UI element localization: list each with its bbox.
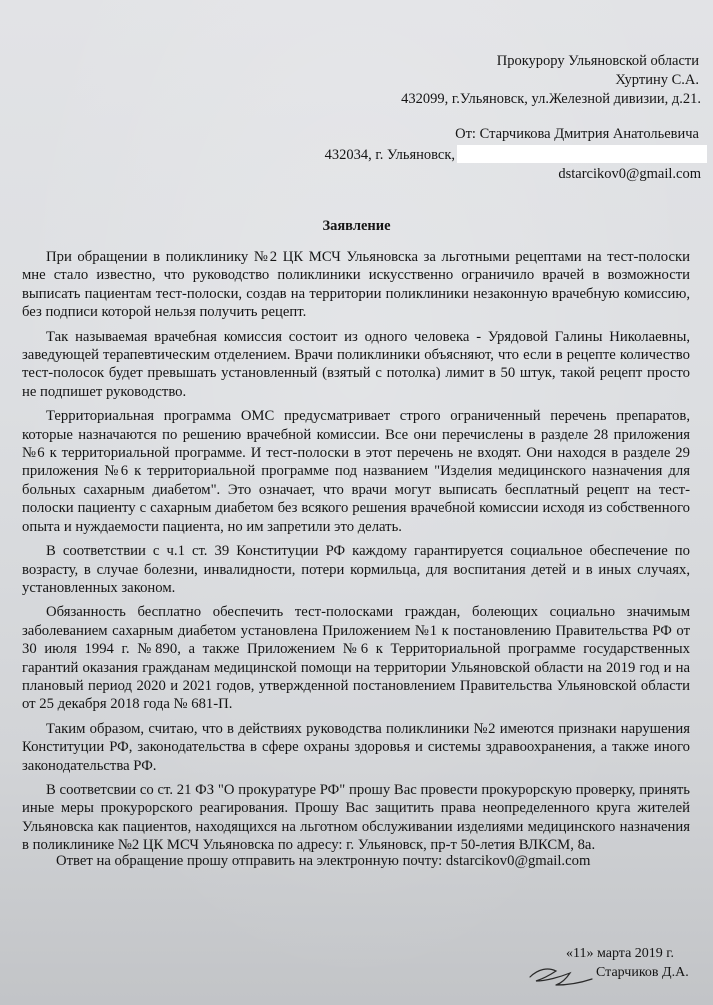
paragraph: Обязанность бесплатно обеспечить тест-полосками граждан, болеющих социально значимым заболеванием сахарным диабетом установлена Приложением №1 к постановлению Правительства РФ от 30 июля 1994 г. №890, а также Приложением №6 к Территориальной программе государственных гарантий оказания гражданам медицинской помощи на территории Ульяновской области на 2019 год и на плановый период 2020 и 2021 годов, утвержденной постановлением Правительства Ульяновской области от 25 декабря 2018 года № 681-П. [22,604,690,713]
sender-address-line [325,145,707,164]
paragraph: Таким образом, считаю, что в действиях руководства поликлиники №2 имеются признаки нарушения Конституции РФ, законодательства в сфере охраны здоровья и системы здравоохранения, а также иного законодательства РФ. [22,720,690,774]
paragraph: В соответсвии со ст. 21 ФЗ "О прокуратуре РФ" прошу Вас провести прокурорскую проверку, принять иные меры прокурорского реагирования. Прошу Вас защитить права неопределенного круга жителей Ульяновска как пациентов, находящихся на льготном обслуживании изделиями медицинского назначения в поликлинике №2 ЦК МСЧ Ульяновска по адресу: г. Ульяновск, пр-т 50-летия ВЛКСМ, 8а. [22,781,690,854]
paragraph: В соответствии с ч.1 ст. 39 Конституции РФ каждому гарантируется социальное обеспечение по возрасту, в случае болезни, инвалидности, потери кормильца, для воспитания детей и в иных случаях, установленных законом. [22,543,690,596]
sender-name: От: Старчикова Дмитрия Анатольевича [455,126,699,142]
paragraph: Так называемая врачебная комиссия состоит из одного человека - Урядовой Галины Николаевны, заведующей терапевтическим отделением. Врачи поликлиники объясняют, что если в рецепте количество тест-полосок будет превышать установленный (взятый с потолка) лимит в 50 штук, такой рецепт просто не подпишет руководство. [22,328,690,400]
sender-email: dstarcikov0@gmail.com [558,166,701,182]
document-body [22,248,690,855]
recipient-name: Хуртину С.А. [615,72,699,88]
document-title: Заявление [322,218,391,234]
paragraph: Территориальная программа ОМС предусматривает строго ограниченный перечень препаратов, которые назначаются по решению врачебной комиссии. Все они перечислены в разделе 28 приложения №6 к территориальной программе. И тест-полоски в этот перечень не входят. Они находся в разделе 29 приложения №6 к территориальной программе под названием "Изделия медицинского назначения для больных сахарным диабетом". Это означает, что врачи могут выписать бесплатный рецепт на тест-полоски пациенту с сахарным диабетом без всякого решения врачебной комиссии исходя из собственного опыта и нуждаемости пациента, но им запретили это делать. [22,408,690,535]
signer-name: Старчиков Д.А. [596,965,689,980]
sender-address: 432034, г. Ульяновск, [324,147,455,163]
recipient-title: Прокурору Ульяновской области [496,53,699,69]
signature-date: «11» марта 2019 г. [566,946,674,961]
recipient-address: 432099, г.Ульяновск, ул.Железной дивизии, д.21. [401,91,701,107]
paragraph: При обращении в поликлинику №2 ЦК МСЧ Ульяновска за льготными рецептами на тест-полоски мне стало известно, что руководство поликлиники искусственно ограничило врачей в возможности выписать пациентам тест-полоски, создав на территории поликлиники незаконную врачебную комиссию, без подписи которой нельзя получить рецепт. [22,249,690,321]
reply-request: Ответ на обращение прошу отправить на электронную почту: dstarcikov0@gmail.com [56,853,591,869]
redacted-address-block [457,145,707,163]
